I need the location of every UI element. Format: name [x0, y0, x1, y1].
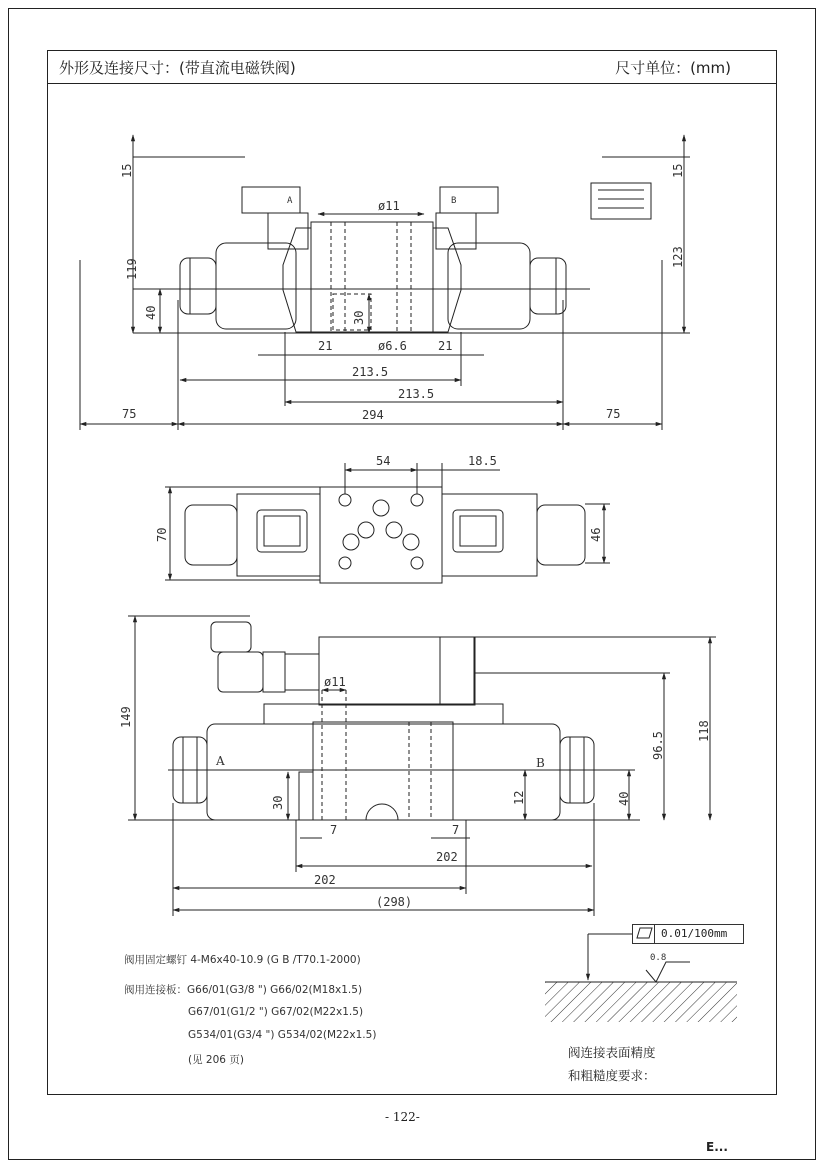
roughness-value: 0.8 — [650, 953, 667, 963]
dim-side-7-right: 7 — [452, 823, 460, 837]
dim-plan-70: 70 — [155, 527, 169, 542]
dim-top-dia6-6: ø6.6 — [378, 339, 407, 353]
view-side-dimension-labels — [119, 675, 711, 909]
dim-side-40: 40 — [617, 791, 631, 806]
dim-top-dia11: ø11 — [378, 199, 400, 213]
dim-side-298: (298) — [376, 895, 413, 909]
flatness-value: 0.01/100mm — [661, 927, 728, 940]
page-number: - 122- — [385, 1110, 420, 1124]
unit-label: 尺寸单位：(mm) — [615, 59, 731, 77]
flatness-tolerance-box — [632, 924, 744, 944]
dim-side-dia11: ø11 — [324, 675, 346, 689]
dim-side-12: 12 — [512, 790, 526, 805]
dim-top-119: 119 — [125, 258, 139, 280]
corner-mark: E... — [706, 1140, 728, 1154]
plate-note-line1: 阀用连接板：G66/01(G3/8 ") G66/02(M18x1.5) — [124, 984, 363, 996]
dim-top-213-5-b: 213.5 — [398, 387, 435, 401]
dim-top-21-left: 21 — [318, 339, 333, 353]
page-title: 外形及连接尺寸：(带直流电磁铁阀) — [59, 59, 296, 77]
dim-top-15-left: 15 — [120, 163, 134, 178]
plate-note-line2: G67/01(G1/2 ") G67/02(M22x1.5) — [188, 1006, 364, 1018]
dim-top-21-right: 21 — [438, 339, 453, 353]
view-plan — [165, 463, 610, 583]
coil-label-a: A — [287, 196, 293, 206]
flatness-icon — [633, 925, 655, 943]
coil-label-b: B — [451, 196, 457, 206]
dim-side-202-a: 202 — [436, 850, 458, 864]
dim-side-118: 118 — [697, 720, 711, 742]
dim-top-123: 123 — [671, 246, 685, 268]
dim-top-294: 294 — [362, 408, 384, 422]
dim-plan-18-5: 18.5 — [468, 454, 497, 468]
dim-side-149: 149 — [119, 706, 133, 728]
dim-top-15-right: 15 — [671, 163, 685, 178]
view-plan-dimension-labels — [155, 454, 603, 542]
dim-top-40: 40 — [144, 305, 158, 320]
view-top-dimension-labels — [120, 164, 685, 422]
surface-caption-line1: 阀连接表面精度 — [568, 1045, 656, 1060]
dim-top-75-right: 75 — [606, 407, 621, 421]
port-label-b: B — [536, 756, 545, 770]
dim-side-202-b: 202 — [314, 873, 336, 887]
dim-plan-46: 46 — [589, 527, 603, 542]
plate-note-line3: G534/01(G3/4 ") G534/02(M22x1.5) — [188, 1029, 377, 1041]
dim-top-30: 30 — [352, 310, 366, 325]
dim-top-75-left: 75 — [122, 407, 137, 421]
screw-note: 阀用固定螺钉 4-M6x40-10.9 (G B /T70.1-2000) — [124, 954, 361, 966]
dim-side-96-5: 96.5 — [651, 731, 665, 760]
dim-side-30: 30 — [271, 795, 285, 810]
surface-caption-line2: 和粗糙度要求： — [568, 1068, 656, 1083]
port-label-a: A — [216, 754, 225, 768]
dim-plan-54: 54 — [376, 454, 391, 468]
plate-note-line4: (见 206 页) — [188, 1054, 244, 1066]
view-top — [80, 135, 690, 430]
dim-side-7-left: 7 — [330, 823, 338, 837]
dim-top-213-5-a: 213.5 — [352, 365, 389, 379]
